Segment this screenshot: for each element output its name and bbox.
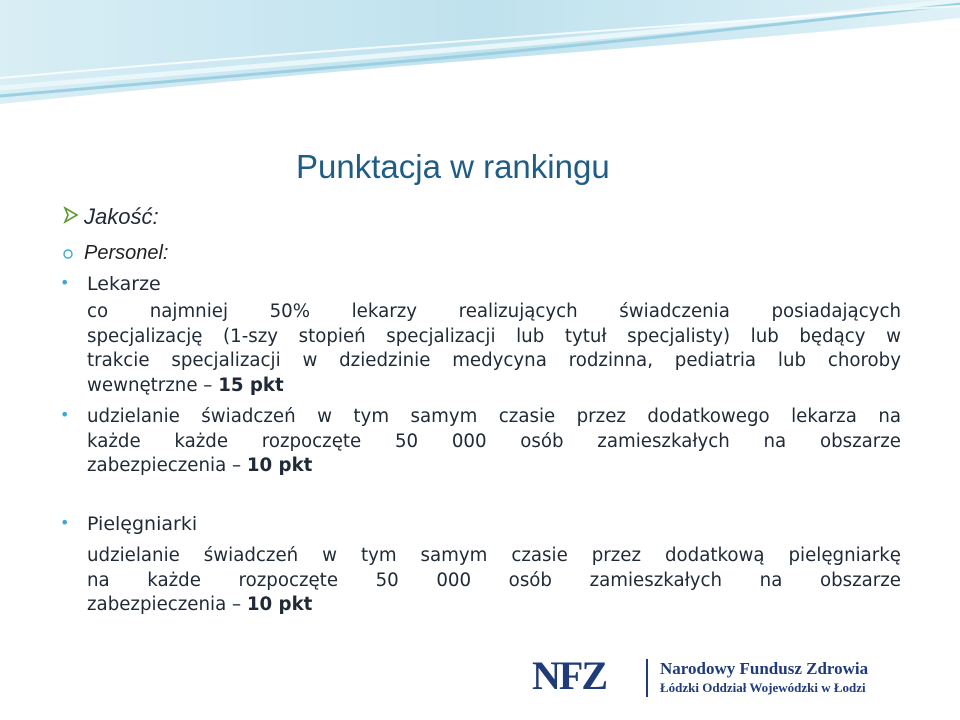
paragraph-line-last <box>87 454 901 479</box>
nfz-logo <box>528 655 948 700</box>
paragraph-line: udzielanie świadczeń w tym samym czasie przez dodatkowego lekarza na <box>87 406 901 427</box>
section-quality <box>62 204 159 230</box>
paragraph-line: udzielanie świadczeń w tym samym czasie przez dodatkową pielęgniarkę <box>87 545 901 566</box>
circle-bullet-icon <box>62 240 84 264</box>
points-value: 10 pkt <box>246 594 313 615</box>
dot-bullet-icon: • <box>60 273 70 292</box>
slide-title: Punktacja w rankingu <box>296 148 610 185</box>
paragraph-line: specjalizację (1-szy stopień specjalizacji lub tytuł specjalisty) lub będący w <box>87 325 901 347</box>
paragraph-line-text: wewnętrzne – <box>87 374 213 396</box>
nurses-paragraph-1 <box>87 544 901 618</box>
nfz-logo-mark <box>532 655 656 695</box>
paragraph-line-text: zabezpieczenia – <box>87 594 242 615</box>
dot-bullet-icon: • <box>60 405 70 424</box>
nfz-logo-text: NFZ <box>532 655 606 695</box>
subsection-heading: Personel: <box>84 242 169 264</box>
doctors-paragraph-1 <box>87 300 901 398</box>
logo-organization-name: Narodowy Fundusz Zdrowia <box>660 659 869 678</box>
paragraph-line-last <box>87 593 901 618</box>
subsection-personnel <box>62 240 169 265</box>
paragraph-line-last <box>87 374 901 399</box>
arrow-bullet-icon <box>62 205 84 230</box>
doctors-label: Lekarze <box>87 273 161 295</box>
logo-branch-name: Łódzki Oddział Wojewódzki w Łodzi <box>660 680 866 695</box>
paragraph-line: każde każde rozpoczęte 50 000 osób zamieszkałych na obszarze <box>87 430 901 452</box>
paragraph-line: na każde rozpoczęte 50 000 osób zamieszkałych na obszarze <box>87 569 901 591</box>
dot-bullet-icon: • <box>60 513 70 532</box>
points-value: 10 pkt <box>246 455 313 476</box>
nurses-label: Pielęgniarki <box>87 513 198 535</box>
paragraph-line-text: zabezpieczenia – <box>87 455 242 476</box>
section-heading: Jakość: <box>84 204 159 229</box>
doctors-paragraph-2 <box>87 405 901 479</box>
points-value: 15 pkt <box>218 374 284 396</box>
paragraph-line: trakcie specjalizacji w dziedzinie medycyna rodzinna, pediatria lub choroby <box>87 350 901 371</box>
logo-separator <box>646 659 648 697</box>
header-wave-decoration <box>0 0 960 110</box>
paragraph-line: co najmniej 50% lekarzy realizujących świadczenia posiadających <box>87 301 901 322</box>
